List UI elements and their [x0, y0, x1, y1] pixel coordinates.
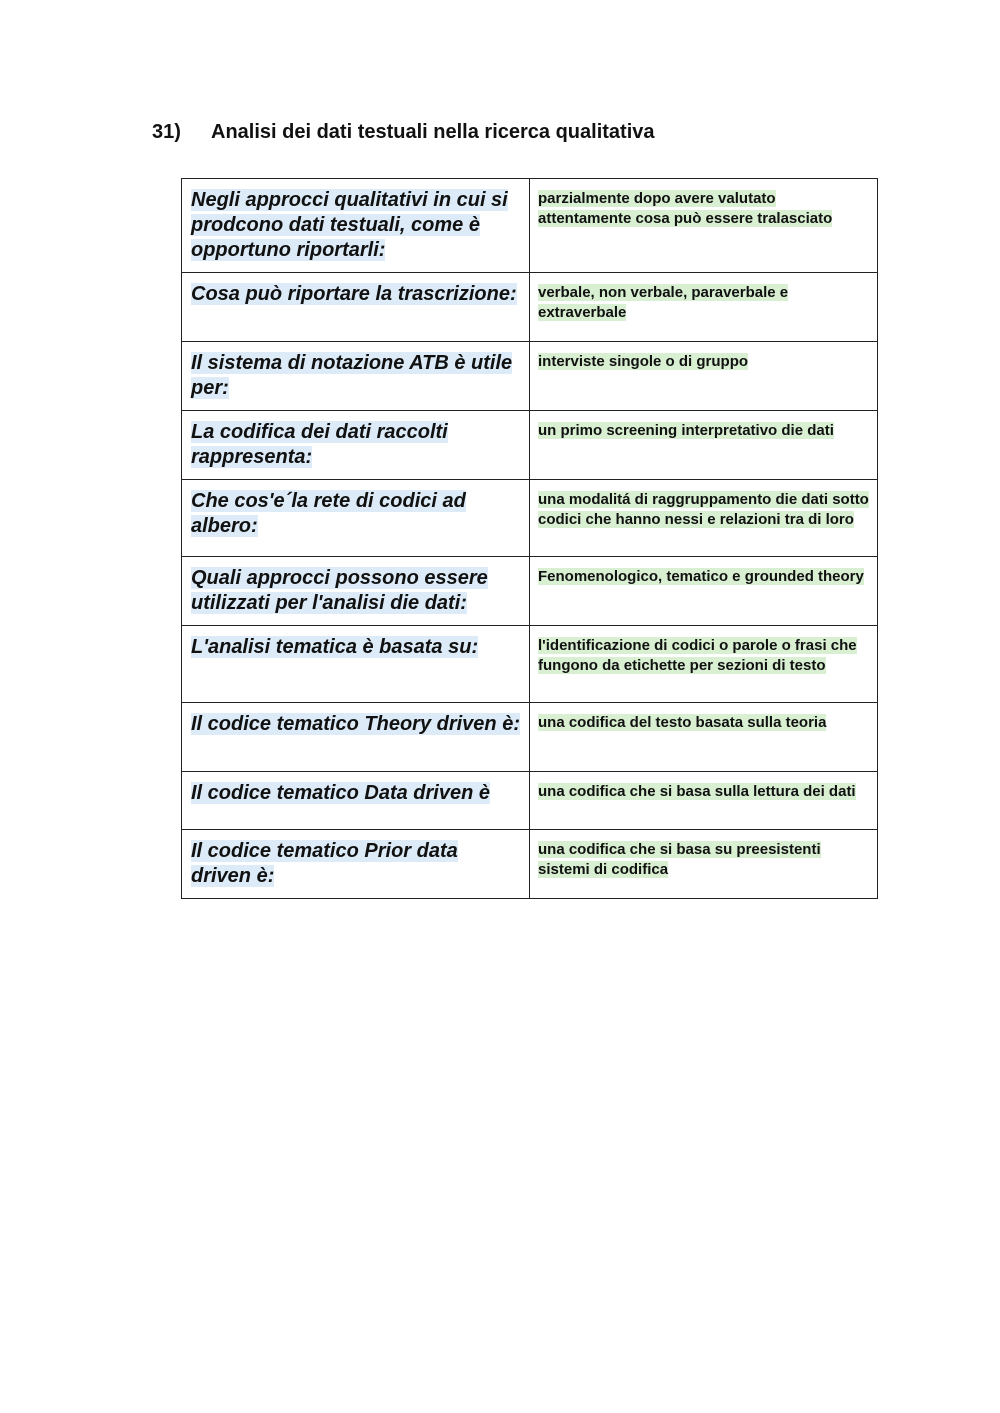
table-row — [182, 626, 878, 703]
answer-text: Fenomenologico, tematico e grounded theory — [538, 568, 864, 585]
question-text: Il sistema di notazione ATB è utile per: — [191, 352, 513, 399]
section-title: Analisi dei dati testuali nella ricerca qualitativa — [211, 121, 655, 143]
table-row — [182, 179, 878, 273]
table-row — [182, 772, 878, 830]
table-row — [182, 557, 878, 626]
answer-text: una modalitá di raggruppamento die dati sotto codici che hanno nessi e relazioni tra di loro — [538, 491, 869, 528]
answer-cell — [530, 480, 878, 557]
answer-text: l'identificazione di codici o parole o frasi che fungono da etichette per sezioni di testo — [538, 637, 857, 674]
answer-cell — [530, 830, 878, 899]
answer-text: un primo screening interpretativo die dati — [538, 422, 834, 439]
table-row — [182, 273, 878, 342]
table-row — [182, 480, 878, 557]
question-text: L'analisi tematica è basata su: — [191, 636, 479, 658]
question-cell — [182, 772, 530, 830]
answer-cell — [530, 273, 878, 342]
question-cell — [182, 411, 530, 480]
answer-cell — [530, 342, 878, 411]
question-text: Cosa può riportare la trascrizione: — [191, 283, 517, 305]
table-row — [182, 703, 878, 772]
answer-cell — [530, 772, 878, 830]
question-cell — [182, 273, 530, 342]
question-cell — [182, 179, 530, 273]
answer-cell — [530, 626, 878, 703]
question-text: Che cos'e´la rete di codici ad albero: — [191, 490, 466, 537]
section-number: 31) — [152, 121, 181, 143]
question-cell — [182, 626, 530, 703]
table-row — [182, 342, 878, 411]
table-row — [182, 411, 878, 480]
question-cell — [182, 342, 530, 411]
answer-text: parzialmente dopo avere valutato attentamente cosa può essere tralasciato — [538, 190, 833, 227]
answer-text: verbale, non verbale, paraverbale e extraverbale — [538, 284, 789, 321]
question-text: La codifica dei dati raccolti rappresenta: — [191, 421, 448, 468]
answer-cell — [530, 411, 878, 480]
question-cell — [182, 830, 530, 899]
section-heading — [152, 121, 655, 144]
question-text: Quali approcci possono essere utilizzati per l'analisi die dati: — [191, 567, 488, 614]
question-text: Il codice tematico Data driven è — [191, 782, 490, 804]
answer-text: una codifica che si basa su preesistenti sistemi di codifica — [538, 841, 821, 878]
question-cell — [182, 703, 530, 772]
question-text: Negli approcci qualitativi in cui si prodcono dati testuali, come è opportuno riportarli: — [191, 189, 508, 261]
question-text: Il codice tematico Prior data driven è: — [191, 840, 458, 887]
question-cell — [182, 480, 530, 557]
question-text: Il codice tematico Theory driven è: — [191, 713, 520, 735]
answer-cell — [530, 703, 878, 772]
answer-cell — [530, 557, 878, 626]
answer-cell — [530, 179, 878, 273]
qa-table — [181, 178, 878, 899]
question-cell — [182, 557, 530, 626]
table-row — [182, 830, 878, 899]
answer-text: una codifica che si basa sulla lettura dei dati — [538, 783, 856, 800]
answer-text: interviste singole o di gruppo — [538, 353, 749, 370]
answer-text: una codifica del testo basata sulla teoria — [538, 714, 827, 731]
